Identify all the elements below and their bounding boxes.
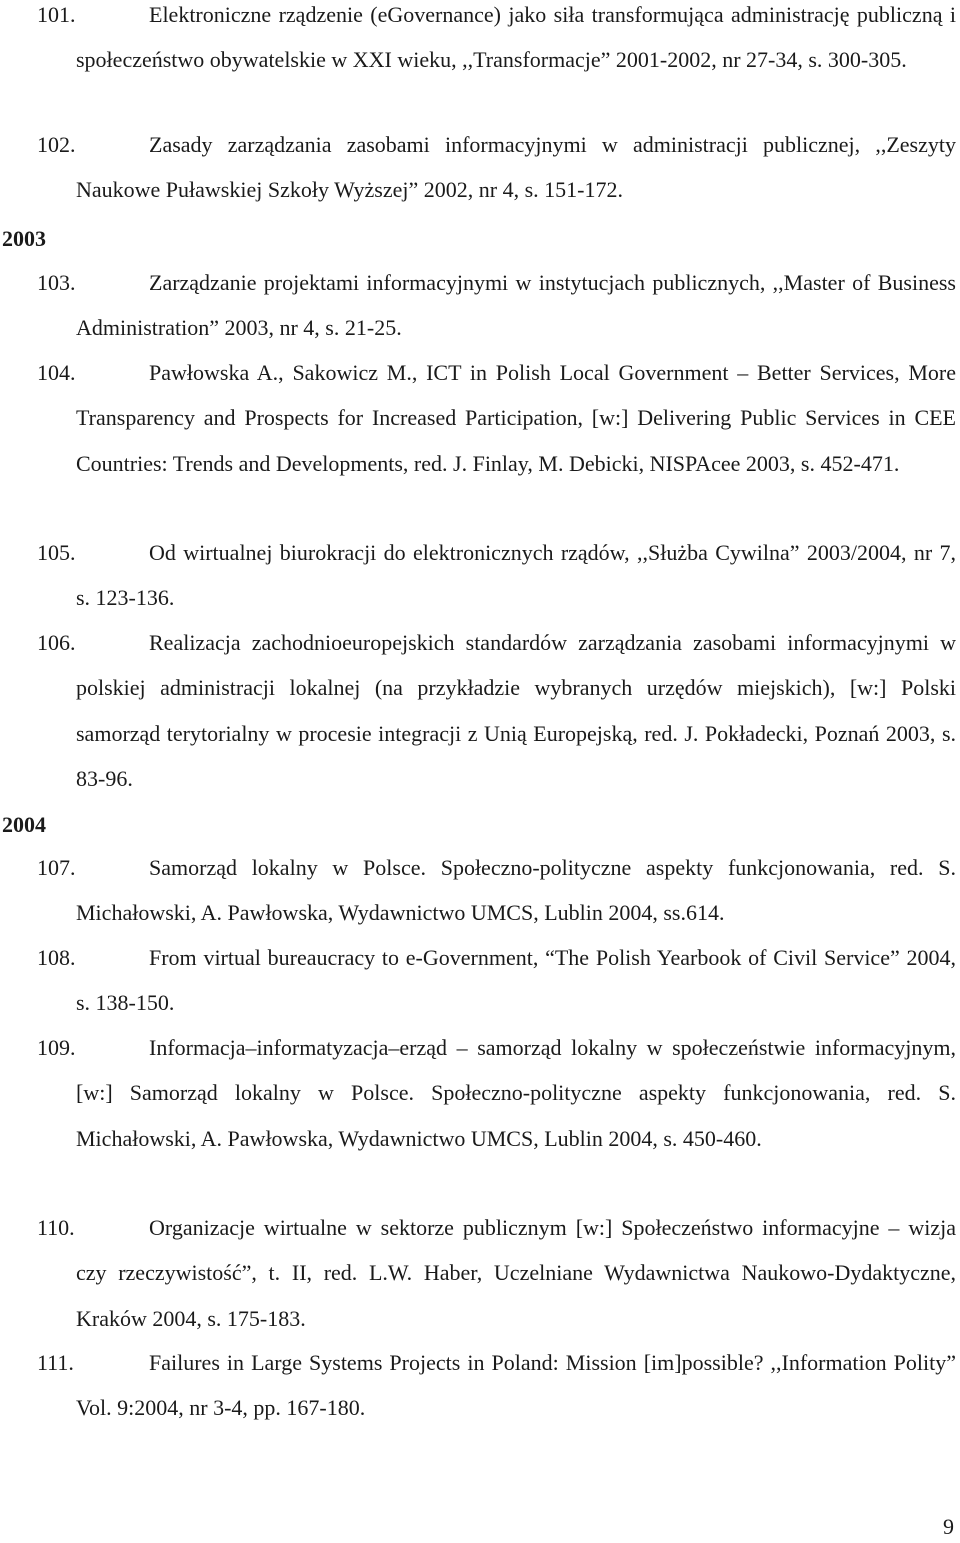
entry-number: 106.: [37, 630, 76, 655]
bibliography-entry: [0, 530, 956, 621]
entry-text: Od wirtualnej biurokracji do elektronicznych rządów, ,,Służba Cywilna” 2003/2004, nr 7, s. 123-136.: [76, 540, 956, 611]
entry-text: Failures in Large Systems Projects in Poland: Mission [im]possible? ,,Information Polity” Vol. 9:2004, nr 3-4, pp. 167-180.: [76, 1350, 956, 1421]
bibliography-entry: [0, 122, 956, 213]
entry-text: Elektroniczne rządzenie (eGovernance) jako siła transformująca administrację publiczną i społeczeństwo obywatelskie w XXI wieku, ,,Transformacje” 2001-2002, nr 27-34, s. 300-305.: [76, 2, 956, 73]
entry-number: 101.: [37, 2, 76, 27]
entry-text: Zarządzanie projektami informacyjnymi w instytucjach publicznych, ,,Master of Business Administration” 2003, nr 4, s. 21-25.: [76, 270, 956, 341]
entry-text: Organizacje wirtualne w sektorze publicznym [w:] Społeczeństwo informacyjne – wizja czy rzeczywistość”, t. II, red. L.W. Haber, Uczelniane Wydawnictwa Naukowo-Dydaktyczne, Kraków 2004, s. 175-183.: [76, 1215, 956, 1331]
entry-text: Realizacja zachodnioeuropejskich standardów zarządzania zasobami informacyjnymi w polskiej administracji lokalnej (na przykładzie wybranych urzędów miejskich), [w:] Polski samorząd terytorialny w procesie integracji z Unią Europejską, red. J. Pokładecki, Poznań 2003, s. 83-96.: [76, 630, 956, 791]
entry-number: 110.: [37, 1215, 75, 1240]
bibliography-entry: [0, 260, 956, 351]
entry-number: 108.: [37, 945, 76, 970]
bibliography-entry: [0, 1340, 956, 1431]
entry-text: Pawłowska A., Sakowicz M., ICT in Polish Local Government – Better Services, More Transparency and Prospects for Increased Participation, [w:] Delivering Public Services in CEE Countries: Trends and Developments, red. J. Finlay, M. Debicki, NISPAcee 2003, s. 452-471.: [76, 360, 956, 476]
bibliography-entry: [0, 845, 956, 936]
page-number: 9: [943, 1514, 954, 1539]
entry-text: From virtual bureaucracy to e-Government, “The Polish Yearbook of Civil Service” 2004, s. 138-150.: [76, 945, 956, 1016]
bibliography-entry: [0, 1025, 956, 1161]
entry-number: 109.: [37, 1035, 76, 1060]
entry-number: 111.: [37, 1350, 74, 1375]
entry-text: Samorząd lokalny w Polsce. Społeczno-polityczne aspekty funkcjonowania, red. S. Michałowski, A. Pawłowska, Wydawnictwo UMCS, Lublin 2004, ss.614.: [76, 855, 956, 926]
bibliography-entry: [0, 0, 956, 83]
year-heading: 2003: [2, 226, 46, 251]
entry-text: Informacja–informatyzacja–erząd – samorząd lokalny w społeczeństwie informacyjnym, [w:] Samorząd lokalny w Polsce. Społeczno-polityczne aspekty funkcjonowania, red. S. Michałowski, A. Pawłowska, Wydawnictwo UMCS, Lublin 2004, s. 450-460.: [76, 1035, 956, 1151]
bibliography-entry: [0, 935, 956, 1026]
entry-number: 107.: [37, 855, 76, 880]
entry-text: Zasady zarządzania zasobami informacyjnymi w administracji publicznej, ,,Zeszyty Naukowe Puławskiej Szkoły Wyższej” 2002, nr 4, s. 151-172.: [76, 132, 956, 203]
entry-number: 105.: [37, 540, 76, 565]
entry-number: 102.: [37, 132, 76, 157]
bibliography-entry: [0, 620, 956, 801]
year-heading: 2004: [2, 812, 46, 837]
entry-number: 104.: [37, 360, 76, 385]
entry-number: 103.: [37, 270, 76, 295]
bibliography-entry: [0, 350, 956, 486]
bibliography-entry: [0, 1205, 956, 1341]
